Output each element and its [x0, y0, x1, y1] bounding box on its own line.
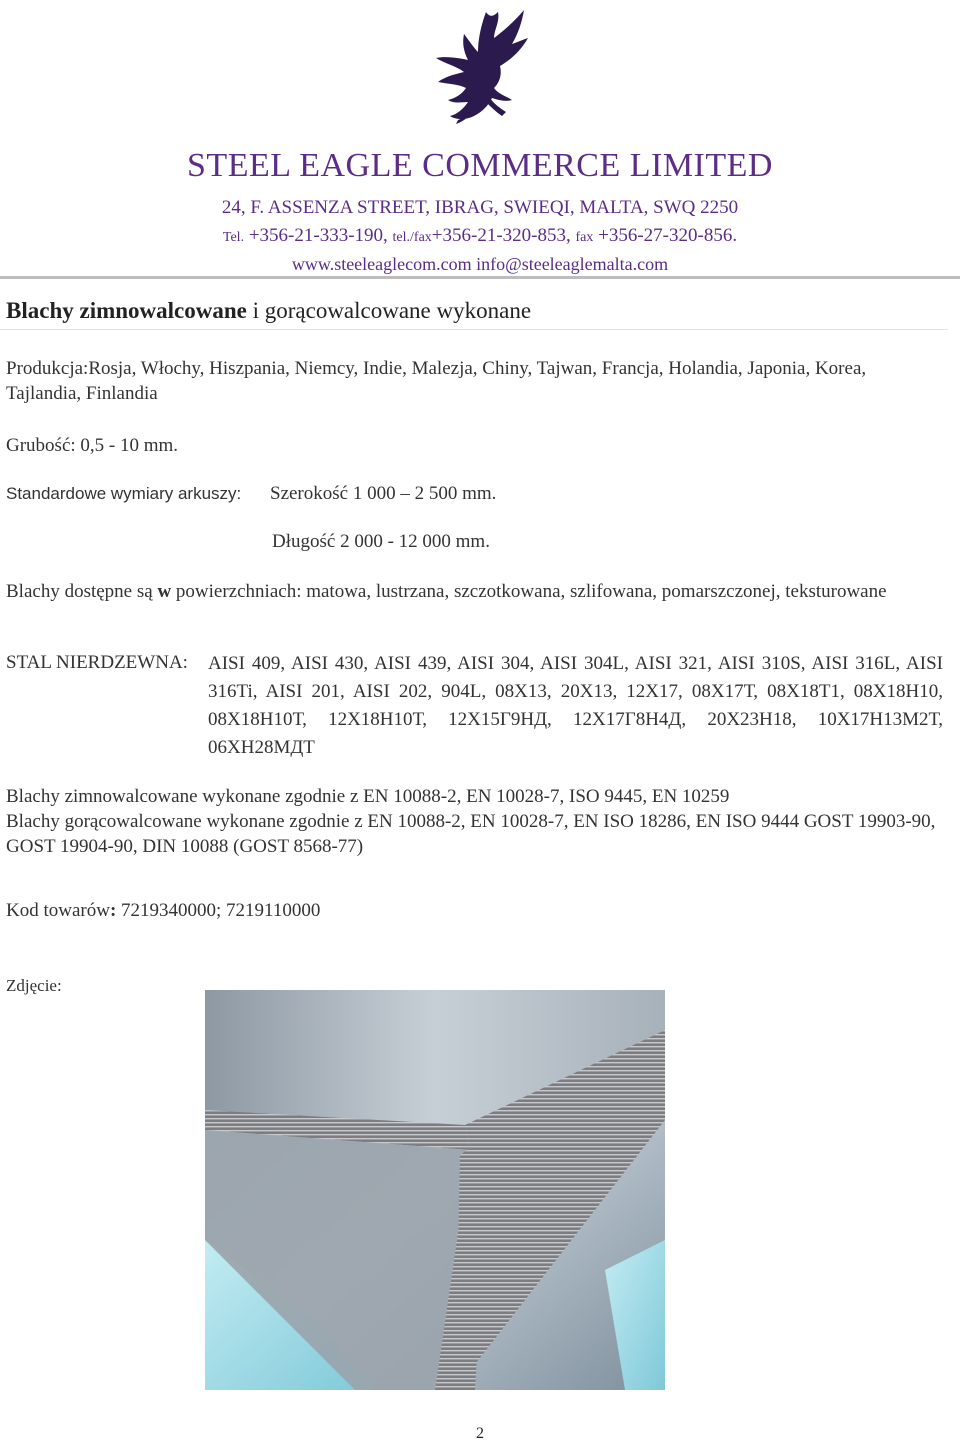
- eagle-logo-icon: [428, 8, 548, 126]
- company-name: STEEL EAGLE COMMERCE LIMITED: [187, 147, 773, 184]
- dimensions-width: Szerokość 1 000 – 2 500 mm.: [270, 483, 497, 504]
- tel-value: +356-21-333-190,: [248, 225, 388, 246]
- standard-hot: Blachy gorącowalcowane wykonane zgodnie z EN 10088-2, EN 10028-7, EN ISO 18286, EN ISO 9444 GOST 19903-90, GOST 19904-90, DIN 10088 (GOST 8568-77): [6, 811, 936, 857]
- product-title: [6, 296, 531, 326]
- production-label: Produkcja:: [6, 358, 89, 379]
- tel-label: Tel.: [222, 230, 245, 245]
- production-countries: [6, 356, 936, 406]
- company-phones: [0, 224, 960, 250]
- telfax-value: +356-21-320-853,: [431, 225, 571, 246]
- company-contact: [0, 252, 960, 276]
- surfaces-w: w: [157, 581, 172, 602]
- photo-label: Zdjęcie:: [6, 976, 62, 995]
- standard-cold: Blachy zimnowalcowane wykonane zgodnie z EN 10088-2, EN 10028-7, ISO 9445, EN 10259: [6, 786, 730, 807]
- product-title-bold: Blachy zimnowalcowane: [6, 298, 247, 323]
- steel-label: STAL NIERDZEWNA:: [6, 652, 188, 673]
- dimensions-length: Długość 2 000 - 12 000 mm.: [272, 531, 490, 552]
- email-link[interactable]: info@steeleaglemalta.com: [476, 254, 669, 274]
- telfax-label: tel./fax: [392, 230, 432, 245]
- page-number: 2: [476, 1425, 484, 1442]
- website-link[interactable]: www.steeleaglecom.com: [291, 254, 472, 274]
- thickness: Grubość: 0,5 - 10 mm.: [6, 435, 179, 456]
- surfaces-pre: Blachy dostępne są: [6, 581, 158, 602]
- code-colon: :: [109, 900, 117, 921]
- company-address: 24, F. ASSENZA STREET, IBRAG, SWIEQI, MALTA, SWQ 2250: [221, 197, 739, 218]
- standards: [6, 784, 946, 859]
- surfaces: [6, 579, 936, 604]
- steel-grades: AISI 409, AISI 430, AISI 439, AISI 304, AISI 304L, AISI 321, AISI 310S, AISI 316L, AISI 316Ti, AISI 201, AISI 202, 904L, 08Х13, 20Х13, 12Х17, 08Х17Т, 08Х18Т1, 08Х18Н10, 08Х18Н10Т, 12Х18Н10Т, 12Х15Г9НД, 12Х17Г8Н4Д, 20Х23Н18, 10Х17Н13М2Т, 06ХН28МДТ: [208, 653, 943, 758]
- header-divider: [0, 276, 960, 279]
- product-title-rest: i gorącowalcowane wykonane: [246, 298, 532, 323]
- production-value: Rosja, Włochy, Hiszpania, Niemcy, Indie, Malezja, Chiny, Tajwan, Francja, Holandia, Japonia, Korea, Tajlandia, Finlandia: [6, 358, 867, 404]
- fax-label: fax: [575, 230, 594, 245]
- title-divider: [0, 329, 948, 330]
- dimensions-label: Standardowe wymiary arkuszy:: [6, 484, 242, 503]
- surfaces-post: powierzchniach: matowa, lustrzana, szczotkowana, szlifowana, pomarszczonej, teksturowane: [171, 581, 887, 602]
- code-label: Kod towarów: [6, 900, 110, 921]
- steel-sheets-photo: [205, 990, 665, 1390]
- fax-value: +356-27-320-856.: [598, 225, 738, 246]
- code-value: 7219340000; 7219110000: [116, 900, 321, 921]
- product-code: [6, 898, 320, 923]
